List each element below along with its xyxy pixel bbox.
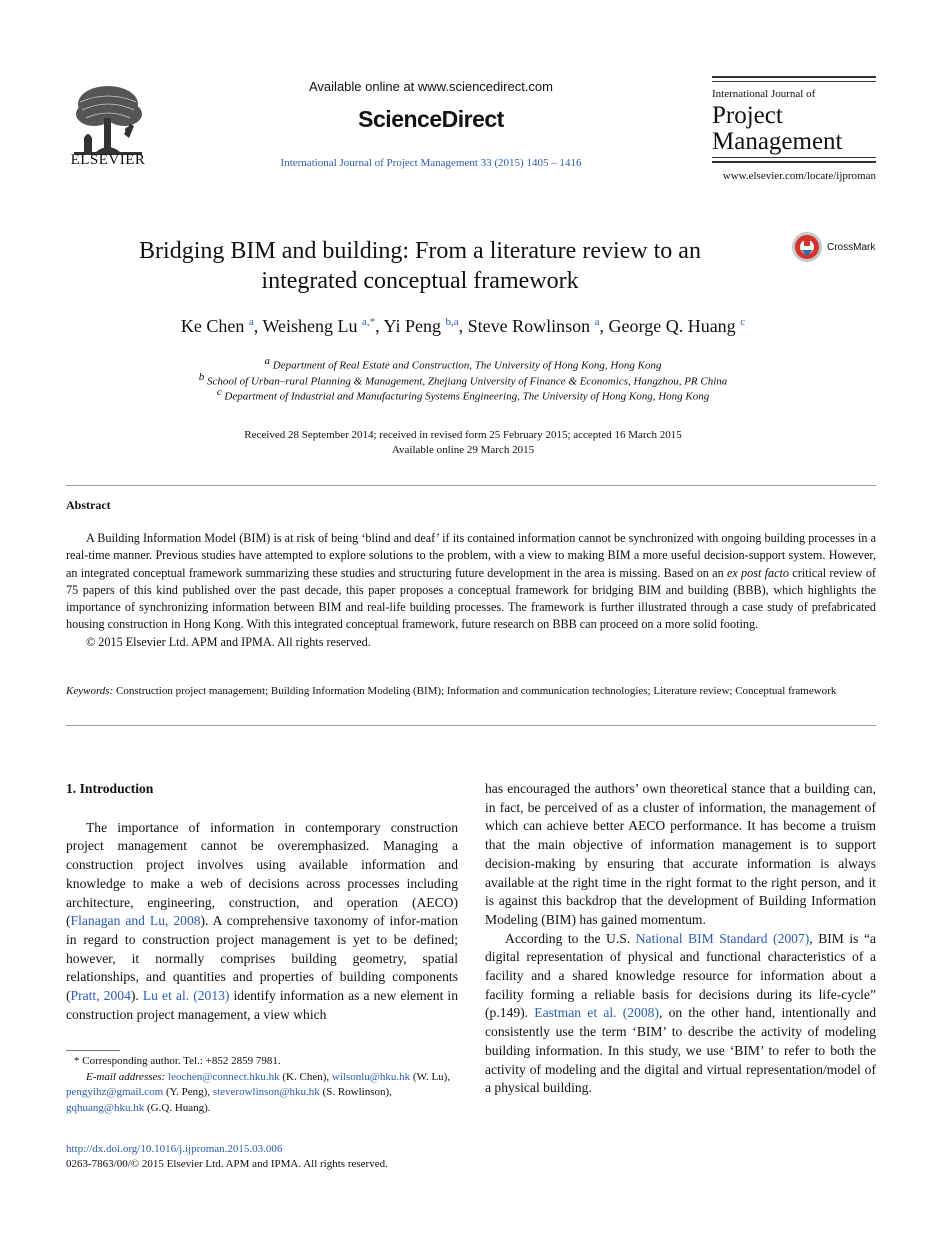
left-column	[66, 780, 458, 1024]
issn-line: 0263-7863/00/© 2015 Elsevier Ltd. APM and IPMA. All rights reserved.	[66, 1158, 388, 1170]
journal-rule	[712, 157, 876, 158]
author-affil-mark[interactable]: b,a	[445, 316, 459, 328]
journal-citation-link[interactable]: International Journal of Project Management 33 (2015) 1405 – 1416	[280, 157, 582, 169]
abstract-italic: ex post facto	[726, 565, 790, 580]
text-run: , on the other hand, intentionally and consistently use the term ‘BIM’ to describe the activity of modeling building information. In this study, we use ‘BIM’ to refer to both the activity of modeling and the digital and virtual representation/model of a physical building.	[485, 1005, 877, 1096]
title-line2: integrated conceptual framework	[261, 268, 579, 294]
affiliation-text: School of Urban–rural Planning & Management, Zhejiang University of Finance & Economics, Hangzhou, PR China	[206, 375, 728, 388]
citation-link[interactable]: National BIM Standard (2007)	[635, 930, 810, 946]
author-affil-mark[interactable]: a,*	[362, 316, 376, 328]
citation-link[interactable]: Flanagan and Lu, 2008	[70, 913, 201, 929]
abstract-text-part: A Building Information Model (BIM) is at risk of being ‘blind and deaf’ if its contained information cannot be synchronized with ongoing building processes in a real-time manner. Previous studies have attempted to explore solutions to the problem, with a view to making BIM a more useful decision-support system. However, an integrated conceptual framework summarizing these studies and structuring future development in the area is missing. Based on an	[66, 531, 876, 580]
affiliation-mark: c	[216, 386, 222, 398]
abstract-text	[66, 530, 876, 634]
keywords-label: Keywords:	[66, 685, 114, 697]
journal-name	[712, 103, 843, 155]
author-separator: ,	[458, 316, 468, 336]
section-heading: 1. Introduction	[66, 781, 154, 796]
journal-name-line1: Project	[712, 102, 783, 129]
title-line1: Bridging BIM and building: From a literature review to an	[139, 238, 701, 264]
author-name[interactable]: Ke Chen	[180, 316, 245, 336]
footnote	[66, 1054, 458, 1116]
author-name[interactable]: Yi Peng	[383, 316, 441, 336]
email-link[interactable]: wilsonlu@hku.hk	[331, 1070, 411, 1083]
citation-link[interactable]: Pratt, 2004	[70, 988, 131, 1004]
divider	[66, 725, 876, 726]
email-owner: (G.Q. Huang).	[144, 1101, 211, 1114]
email-owner: (Y. Peng),	[163, 1086, 213, 1098]
text-run: The importance of information in contemporary construction project management cannot be overemphasized. Managing a construction project involves using available information and knowledge to make a web of decisions across processes including architecture, engineering, construction, and operation (AECO) (	[66, 819, 458, 929]
intro-paragraph	[66, 819, 458, 1025]
affiliation	[60, 386, 866, 403]
available-date: Available online 29 March 2015	[391, 444, 535, 456]
email-link[interactable]: steverowlinson@hku.hk	[212, 1086, 320, 1098]
intro-paragraph	[485, 930, 876, 1098]
author-separator: ,	[253, 316, 263, 336]
footnote-rule	[66, 1050, 120, 1051]
available-online: Available online at www.sciencedirect.com	[309, 79, 553, 94]
email-owner: (K. Chen),	[279, 1070, 332, 1083]
email-link[interactable]: pengyihz@gmail.com	[66, 1086, 164, 1098]
intro-paragraph-continued: has encouraged the authors’ own theoretical stance that a building can, in fact, be perceived of as a cluster of information, the management of which can achieve better AECO performance. It has become a truism that the main objective of information management is to support decision-making by ensuring that accurate information is always available at the right time in the right format to the right person, and it is against this backdrop that the development of Building Information Modeling (BIM) has gained momentum.	[485, 781, 876, 927]
divider	[66, 485, 876, 486]
affiliation-mark: b	[198, 371, 205, 383]
journal-rule	[712, 81, 876, 82]
article-title	[80, 236, 760, 296]
right-column	[485, 780, 876, 1098]
email-link[interactable]: gqhuang@hku.hk	[66, 1101, 145, 1114]
abstract-text-part: critical review of 75 papers of this kind published over the past decade, this paper proposes a conceptual framework for bridging BIM and building (BBB), which highlights the importance of synchronizing information between BIM and real-life building processes. The framework is further illustrated through a case study of prefabricated housing construction in Hong Kong. With this integrated conceptual framework, future research on BBB can proceed on a more solid footing.	[66, 565, 876, 632]
keywords	[66, 684, 876, 700]
journal-small-title: International Journal of	[712, 88, 816, 100]
text-run: According to the U.S.	[505, 930, 636, 946]
journal-rule	[712, 76, 876, 78]
author-name[interactable]: Steve Rowlinson	[467, 316, 591, 336]
email-owner: (W. Lu),	[410, 1070, 451, 1083]
author-separator: ,	[375, 316, 384, 336]
publisher-name: ELSEVIER	[70, 152, 146, 168]
keywords-list: Construction project management; Building Information Modeling (BIM); Information and communication technologies; Literature review; Conceptual framework	[113, 685, 837, 697]
text-run: ).	[130, 988, 143, 1004]
received-dates: Received 28 September 2014; received in revised form 25 February 2015; accepted 16 March 2015	[244, 429, 682, 441]
author-separator: ,	[599, 316, 609, 336]
affiliation-mark: a	[264, 355, 271, 367]
affiliation	[60, 355, 866, 372]
corresponding-author: * Corresponding author. Tel.: +852 2859 7981.	[74, 1055, 281, 1067]
affiliation-text: Department of Industrial and Manufacturing Systems Engineering, The University of Hong Kong, Hong Kong	[224, 390, 710, 403]
abstract-copyright: © 2015 Elsevier Ltd. APM and IPMA. All rights reserved.	[86, 634, 371, 649]
author-affil-mark[interactable]: c	[740, 316, 746, 328]
text-run: , BIM is “a digital representation of physical and functional characteristics of a facility and a shared knowledge resource for information about a facility forming a reliable basis for decisions during its life-cycle” (p.149).	[485, 930, 877, 1021]
abstract-body	[66, 530, 876, 651]
sciencedirect-logo: ScienceDirect	[358, 106, 504, 132]
email-owner: (S. Rowlinson),	[319, 1086, 392, 1098]
author-name[interactable]: Weisheng Lu	[262, 316, 358, 336]
article-dates	[60, 428, 866, 458]
citation-link[interactable]: Lu et al. (2013)	[142, 988, 230, 1004]
text-run: ). A comprehensive taxonomy of infor-mation in regard to construction project management is yet to be defined; however, it normally comprises building geometry, spatial relationships, and quantities and properties of building components (	[66, 913, 458, 1004]
email-link[interactable]: leochen@connect.hku.hk	[168, 1070, 280, 1083]
abstract-heading: Abstract	[66, 498, 111, 512]
affiliation-text: Department of Real Estate and Construction, The University of Hong Kong, Hong Kong	[272, 359, 662, 372]
doi-link[interactable]: http://dx.doi.org/10.1016/j.ijproman.2015.03.006	[66, 1143, 283, 1155]
journal-name-line2: Management	[712, 128, 843, 155]
author-affil-mark[interactable]: a	[248, 316, 254, 328]
journal-rule	[712, 161, 876, 163]
text-run: identify information as a new element in construction project management, a view which	[66, 988, 458, 1022]
citation-link[interactable]: Eastman et al. (2008)	[534, 1005, 659, 1021]
author-name[interactable]: George Q. Huang	[608, 316, 736, 336]
crossmark-label[interactable]: CrossMark	[827, 242, 876, 253]
journal-url[interactable]: www.elsevier.com/locate/ijproman	[722, 170, 876, 182]
email-label: E-mail addresses:	[86, 1070, 166, 1083]
author-affil-mark[interactable]: a	[594, 316, 600, 328]
author-list	[60, 316, 866, 337]
email-block	[66, 1070, 458, 1117]
